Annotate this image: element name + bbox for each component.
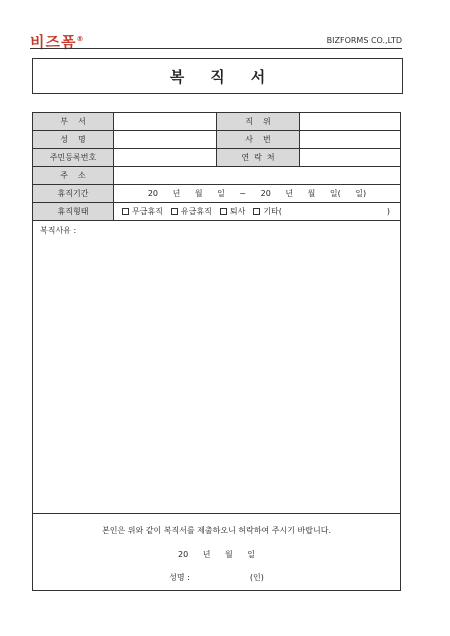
leave-period-field[interactable]: 20 년 월 일 ~ 20 년 월 일( 일) — [147, 189, 367, 198]
label-leave-period: 휴직기간 — [33, 185, 114, 202]
form-row-name — [33, 131, 400, 149]
dept-field[interactable] — [114, 113, 217, 130]
reinstatement-form — [32, 112, 401, 591]
emp-no-field[interactable] — [300, 131, 400, 148]
header-divider — [30, 48, 402, 49]
form-row-dept — [33, 113, 400, 131]
checkbox-icon — [220, 208, 227, 215]
statement-text: 본인은 위와 같이 복직서를 제출하오니 허락하여 주시기 바랍니다. — [102, 526, 331, 535]
label-resident-no: 주민등록번호 — [33, 149, 114, 166]
checkbox-icon — [122, 208, 129, 215]
company-name: BIZFORMS CO.,LTD — [326, 36, 402, 45]
option-paid[interactable]: 유급휴직 — [171, 206, 212, 217]
position-field[interactable] — [300, 113, 400, 130]
address-field[interactable] — [114, 167, 400, 184]
document-title: 복직서 — [32, 58, 403, 94]
date-line: 20 년 월 일 — [178, 550, 255, 559]
sign-label: 성명 : — [169, 573, 190, 582]
label-leave-type: 휴직형태 — [33, 203, 114, 220]
brand-logo: 비즈폼® — [30, 33, 85, 51]
form-row-resident — [33, 149, 400, 167]
checkbox-icon — [253, 208, 260, 215]
label-dept: 부서 — [33, 113, 114, 130]
name-field[interactable] — [114, 131, 217, 148]
contact-field[interactable] — [300, 149, 400, 166]
checkbox-icon — [171, 208, 178, 215]
label-name: 성명 — [33, 131, 114, 148]
form-row-period — [33, 185, 400, 203]
option-resign[interactable]: 퇴사 — [220, 206, 245, 217]
label-contact: 연락처 — [217, 149, 300, 166]
seal-mark: (인) — [249, 573, 264, 582]
option-other-close: ) — [386, 207, 390, 216]
option-other[interactable]: 기타( — [253, 206, 282, 217]
form-row-type — [33, 203, 400, 221]
label-address: 주소 — [33, 167, 114, 184]
label-position: 직위 — [217, 113, 300, 130]
signature-line — [33, 572, 400, 583]
reason-area[interactable] — [33, 221, 400, 514]
label-reason: 복직사유 : — [40, 226, 77, 235]
label-emp-no: 사번 — [217, 131, 300, 148]
resident-no-field[interactable] — [114, 149, 217, 166]
option-unpaid[interactable]: 무급휴직 — [122, 206, 163, 217]
leave-type-options — [114, 203, 400, 220]
form-row-address — [33, 167, 400, 185]
